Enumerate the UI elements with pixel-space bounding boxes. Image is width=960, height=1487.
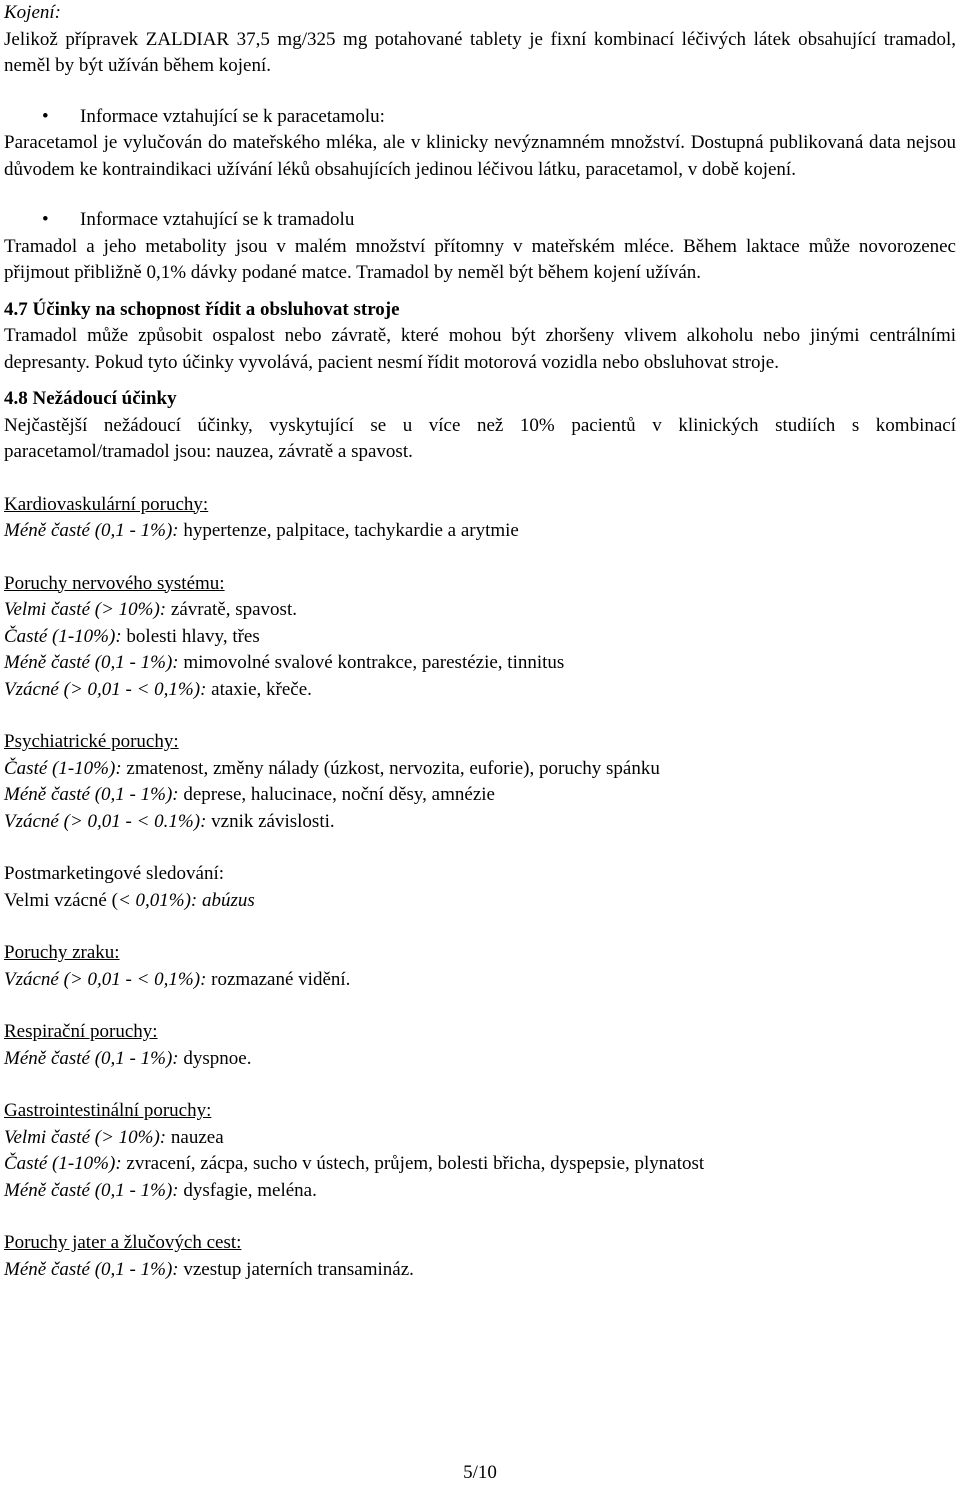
bullet-tramadol (4, 207, 956, 234)
effects-text: vznik závislosti. (206, 810, 335, 832)
effects-text: závratě, spavost. (166, 599, 297, 620)
group-psychiatric (4, 729, 956, 835)
document-page (4, 0, 956, 1283)
group-row (4, 597, 956, 624)
group-row (4, 782, 956, 809)
frequency-label: Časté (1-10%): (4, 1153, 122, 1174)
frequency-label: Časté (1-10%): (4, 625, 122, 647)
effects-text: mimovolné svalové kontrakce, parestézie, tinnitus (178, 652, 565, 673)
section-4-7-number: 4.7 (4, 298, 28, 320)
kojeni-intro: Jelikož přípravek ZALDIAR 37,5 mg/325 mg potahované tablety je fixní kombinací léčivých látek obsahující tramadol, neměl by být užíván během kojení. (4, 28, 956, 76)
section-4-8-title: Nežádoucí účinky (32, 388, 177, 409)
frequency-label: Vzácné (> 0,01 - < 0.1%): (4, 810, 207, 832)
group-row (4, 809, 956, 836)
bullet-paracetamol (4, 104, 956, 131)
effects-text: dysfagie, meléna. (178, 1179, 317, 1201)
effects-text: hypertenze, palpitace, tachykardie a arytmie (178, 520, 519, 541)
frequency-label: Velmi časté (> 10%): (4, 599, 167, 620)
group-title: Gastrointestinální poruchy: (4, 1100, 212, 1121)
group-title: Kardiovaskulární poruchy: (4, 493, 209, 515)
group-row (4, 1151, 956, 1178)
effects-text: zmatenost, změny nálady (úzkost, nervozita, euforie), poruchy spánku (121, 757, 660, 779)
section-4-7-title: Účinky na schopnost řídit a obsluhovat stroje (32, 298, 400, 320)
section-4-7-heading (4, 297, 956, 324)
group-title: Psychiatrické poruchy: (4, 731, 179, 752)
group-respiratory (4, 1019, 956, 1072)
effects-text: rozmazané vidění. (206, 968, 351, 990)
frequency-label: Vzácné (> 0,01 - < 0,1%): (4, 678, 207, 700)
group-row (4, 1257, 956, 1284)
section-4-8-heading (4, 386, 956, 413)
effects-text: nauzea (166, 1126, 224, 1148)
group-gastrointestinal (4, 1098, 956, 1204)
frequency-label: Méně časté (0,1 - 1%): (4, 520, 179, 541)
frequency-label: Méně časté (0,1 - 1%): (4, 1047, 179, 1069)
group-row (4, 888, 956, 915)
group-postmarketing (4, 861, 956, 914)
frequency-label: Méně časté (0,1 - 1%): (4, 1258, 179, 1280)
group-vision (4, 940, 956, 993)
group-row (4, 624, 956, 651)
kojeni-heading: Kojení: (4, 2, 61, 23)
frequency-label: Méně časté (0,1 - 1%): (4, 1179, 179, 1201)
frequency-label: Méně časté (0,1 - 1%): (4, 652, 179, 673)
group-title: Postmarketingové sledování: (4, 863, 225, 884)
effects-text: zvracení, zácpa, sucho v ústech, průjem, bolesti břicha, dyspepsie, plynatost (121, 1153, 705, 1174)
group-row (4, 677, 956, 704)
group-row (4, 756, 956, 783)
group-row (4, 967, 956, 994)
group-row (4, 1178, 956, 1205)
frequency-label: Velmi časté (> 10%): (4, 1126, 167, 1148)
bullet-dot-icon: • (42, 105, 49, 127)
frequency-lead: Velmi vzácné ( (4, 889, 118, 911)
group-title: Poruchy jater a žlučových cest: (4, 1232, 242, 1253)
group-row (4, 1125, 956, 1152)
frequency-label: Vzácné (> 0,01 - < 0,1%): (4, 968, 207, 990)
group-title: Respirační poruchy: (4, 1021, 158, 1042)
frequency-label: Časté (1-10%): (4, 757, 122, 779)
group-title: Poruchy nervového systému: (4, 572, 225, 594)
page-number: 5/10 (463, 1462, 497, 1483)
group-liver (4, 1230, 956, 1283)
effects-text: dyspnoe. (178, 1047, 252, 1069)
tramadol-paragraph: Tramadol a jeho metabolity jsou v malém množství přítomny v mateřském mléce. Během laktace může novorozenec přijmout přibližně 0,1% dávky podané matce. Tramadol by neměl být během kojení užíván. (4, 235, 956, 283)
bullet-dot-icon: • (42, 209, 49, 230)
effects-text: bolesti hlavy, třes (121, 625, 260, 647)
group-title: Poruchy zraku: (4, 942, 120, 963)
effects-text: < 0,01%): abúzus (117, 889, 255, 911)
group-row (4, 518, 956, 545)
effects-text: vzestup jaterních transamináz. (178, 1258, 414, 1280)
bullet-paracetamol-text: Informace vztahující se k paracetamolu: (80, 105, 385, 127)
group-row (4, 650, 956, 677)
effects-text: ataxie, křeče. (206, 678, 312, 700)
section-4-7-text: Tramadol může způsobit ospalost nebo závratě, které mohou být zhoršeny vlivem alkoholu nebo jinými centrálními depresanty. Pokud tyto účinky vyvolává, pacient nesmí řídit motorová vozidla nebo obsluhovat stroje. (4, 325, 956, 373)
frequency-label: Méně časté (0,1 - 1%): (4, 784, 179, 805)
section-4-8-number: 4.8 (4, 388, 28, 409)
group-nervous-system (4, 571, 956, 704)
section-4-8-text: Nejčastější nežádoucí účinky, vyskytující se u více než 10% pacientů v klinických studiích s kombinací paracetamol/tramadol jsou: nauzea, závratě a spavost. (4, 414, 956, 462)
paracetamol-paragraph: Paracetamol je vylučován do mateřského mléka, ale v klinicky nevýznamném množství. Dostupná publikovaná data nejsou důvodem ke kontraindikaci užívání léků obsahujících jedinou léčivou látku, paracetamol, v době kojení. (4, 132, 956, 180)
bullet-tramadol-text: Informace vztahující se k tramadolu (80, 209, 355, 230)
effects-text: deprese, halucinace, noční děsy, amnézie (178, 784, 495, 805)
group-cardiovascular (4, 492, 956, 545)
group-row (4, 1046, 956, 1073)
